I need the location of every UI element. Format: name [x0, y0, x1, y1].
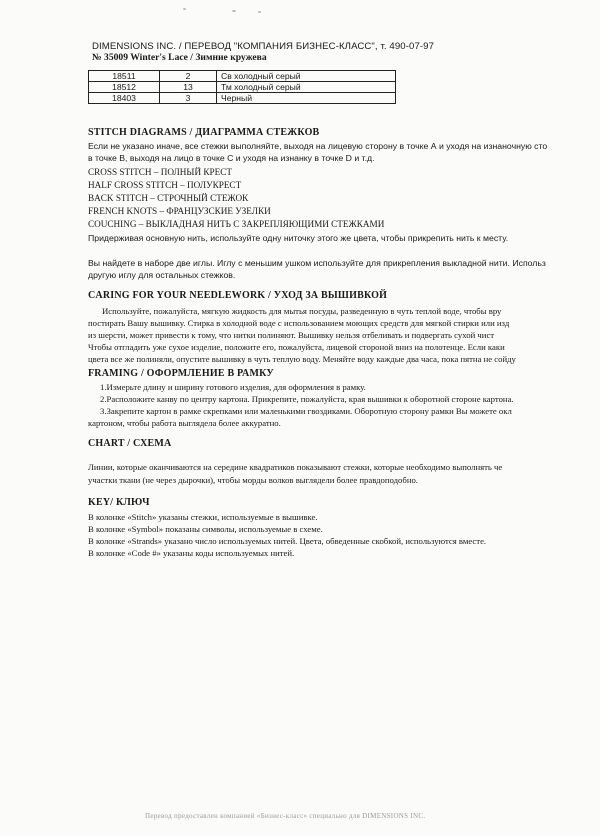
- thread-name: Тм холодный серый: [217, 82, 396, 93]
- legend-cross-stitch: CROSS STITCH – ПОЛНЫЙ КРЕСТ: [88, 167, 232, 177]
- framing-step-3-cont: картоном, чтобы работа выглядела более аккуратно.: [88, 418, 281, 428]
- legend-french-knots: FRENCH KNOTS – ФРАНЦУЗСКИЕ УЗЕЛКИ: [88, 206, 271, 216]
- header-line-2: № 35009 Winter's Lace / Зимние кружева: [92, 52, 267, 63]
- scan-speck: [232, 10, 236, 12]
- thread-strands: 3: [160, 93, 217, 104]
- thread-strands: 13: [160, 82, 217, 93]
- needles-line-2: другую иглу для остальных стежков.: [88, 270, 236, 280]
- stitch-line-2: в точке В, выходя на лицо в точке С и уходя на изнанку в точке D и т.д.: [88, 153, 375, 163]
- caring-line-5: цвета все же полиняли, опустите вышивку в чуть теплую воду. Меняйте воду каждые два часа, пока пятна не сойду: [88, 354, 516, 364]
- stitch-heading: STITCH DIAGRAMS / ДИАГРАММА СТЕЖКОВ: [88, 127, 320, 138]
- table-row: [89, 71, 396, 82]
- thread-table: [88, 70, 396, 104]
- thread-name: Св холодный серый: [217, 71, 396, 82]
- thread-strands: 2: [160, 71, 217, 82]
- key-line-code: В колонке «Code #» указаны коды используемых нитей.: [88, 548, 295, 558]
- legend-half-cross: HALF CROSS STITCH – ПОЛУКРЕСТ: [88, 180, 242, 190]
- framing-step-3: 3.Закрепите картон в рамке скрепками или маленькими гвоздиками. Оборотную сторону рамки Вы можете окл: [100, 406, 512, 416]
- stitch-line-1: Если не указано иначе, все стежки выполняйте, выходя на лицевую сторону в точке А и уходя на изнаночную сто: [88, 141, 548, 151]
- scan-speck: [258, 11, 261, 13]
- caring-line-4: Чтобы отгладить уже сухое изделие, положите его, пожалуйста, лицевой стороной вниз на полотенце. Если каки: [88, 342, 505, 352]
- caring-line-2: постирать Вашу вышивку. Стирка в холодной воде с использованием моющих средств для мягкой стирки или изд: [88, 318, 510, 328]
- chart-line-2: участки ткани (не через дырочки), чтобы морды волков выглядели более правдоподобно.: [88, 475, 418, 485]
- key-line-symbol: В колонке «Symbol» показаны символы, используемые в схеме.: [88, 524, 323, 534]
- framing-step-1: 1.Измерьте длину и ширину готового изделия, для оформления в рамку.: [100, 382, 366, 392]
- legend-back-stitch: BACK STITCH – СТРОЧНЫЙ СТЕЖОК: [88, 193, 249, 203]
- thread-code: 18512: [89, 82, 160, 93]
- key-heading: KEY/ КЛЮЧ: [88, 497, 150, 508]
- header-line-1: DIMENSIONS INC. / ПЕРЕВОД "КОМПАНИЯ БИЗНЕС-КЛАСС", т. 490-07-97: [92, 41, 435, 52]
- couching-note: Придерживая основную нить, используйте одну ниточку этого же цвета, чтобы прикрепить нить к месту.: [88, 233, 509, 243]
- legend-couching: COUCHING – ВЫКЛАДНАЯ НИТЬ С ЗАКРЕПЛЯЮЩИМИ СТЕЖКАМИ: [88, 219, 385, 229]
- caring-line-1: Используйте, пожалуйста, мягкую жидкость для мытья посуды, разведенную в чуть теплой воде, чтобы вру: [102, 306, 502, 316]
- table-row: [89, 82, 396, 93]
- framing-step-2: 2.Расположите канву по центру картона. Прикрепите, пожалуйста, края вышивки к оборотной стороне картона.: [100, 394, 514, 404]
- needles-line-1: Вы найдете в наборе две иглы. Иглу с меньшим ушком используйте для прикрепления выкладной нити. Использ: [88, 258, 546, 268]
- thread-code: 18511: [89, 71, 160, 82]
- key-line-strands: В колонке «Strands» указано число используемых нитей. Цвета, обведенные скобкой, используются вместе.: [88, 536, 487, 546]
- thread-code: 18403: [89, 93, 160, 104]
- chart-heading: CHART / СХЕМА: [88, 438, 172, 449]
- scan-speck: [183, 8, 186, 10]
- footer-note: Перевод предоставлен компанией «Бизнес-класс» специально для DIMENSIONS INC.: [145, 812, 426, 820]
- chart-line-1: Линии, которые оканчиваются на середине квадратиков показывают стежки, которые необходимо выполнять че: [88, 462, 503, 472]
- key-line-stitch: В колонке «Stitch» указаны стежки, используемые в вышивке.: [88, 512, 318, 522]
- table-row: [89, 93, 396, 104]
- caring-line-3: из шерсти, может привести к тому, что нитки полиняют. Вышивку нельзя отбеливать и подвергать сухой чист: [88, 330, 495, 340]
- caring-heading: CARING FOR YOUR NEEDLEWORK / УХОД ЗА ВЫШИВКОЙ: [88, 290, 388, 301]
- framing-heading: FRAMING / ОФОРМЛЕНИЕ В РАМКУ: [88, 368, 274, 379]
- thread-name: Черный: [217, 93, 396, 104]
